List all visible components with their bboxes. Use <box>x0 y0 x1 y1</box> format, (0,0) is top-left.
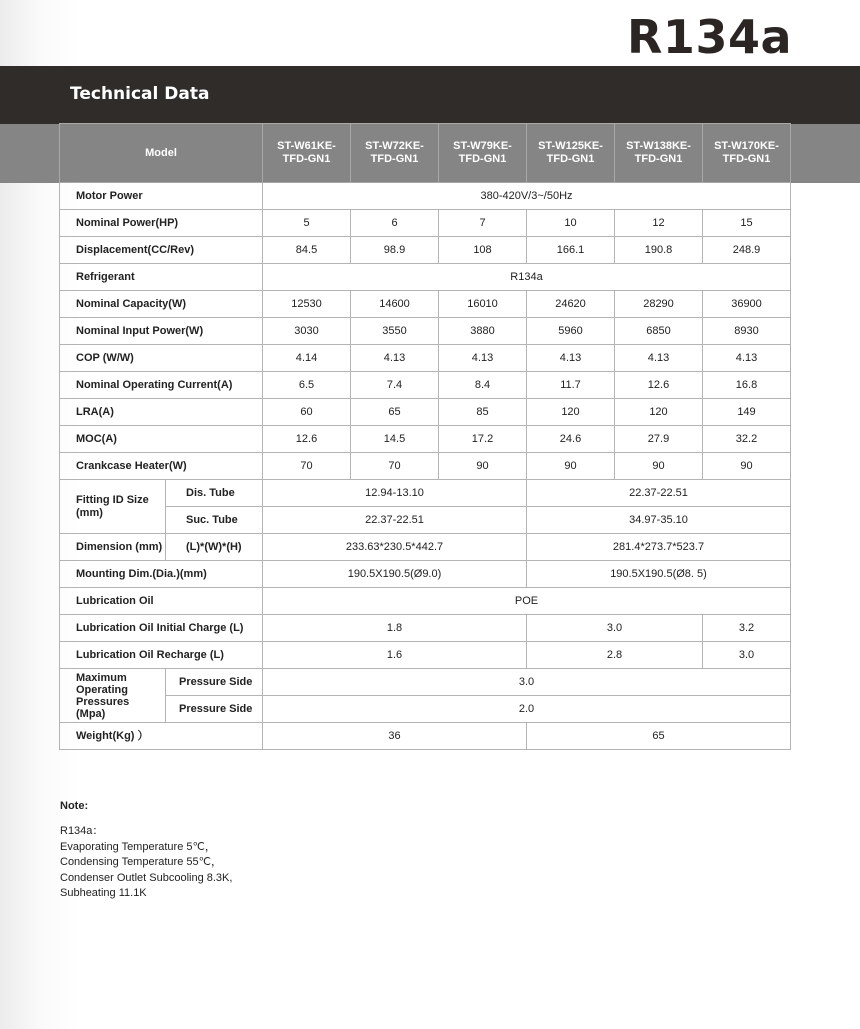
table-cell: 248.9 <box>703 237 791 264</box>
table-row <box>60 534 791 561</box>
table-row <box>60 237 791 264</box>
sub-label: Pressure Side <box>166 696 263 723</box>
note-line: Condenser Outlet Subcooling 8.3K, <box>60 871 233 884</box>
table-cell: 12530 <box>263 291 351 318</box>
table-row <box>60 480 791 507</box>
table-cell: 12 <box>615 210 703 237</box>
row-label: COP (W/W) <box>60 345 263 372</box>
table-cell: 85 <box>439 399 527 426</box>
table-cell: 24.6 <box>527 426 615 453</box>
table-row <box>60 615 791 642</box>
row-label: Lubrication Oil Initial Charge (L) <box>60 615 263 642</box>
section-title: Technical Data <box>70 84 210 104</box>
row-label: Nominal Power(HP) <box>60 210 263 237</box>
table-cell: 8930 <box>703 318 791 345</box>
table-cell: 6 <box>351 210 439 237</box>
table-header-row <box>60 124 791 183</box>
row-label: Mounting Dim.(Dia.)(mm) <box>60 561 263 588</box>
model-header-cell: ST-W138KE- TFD-GN1 <box>615 124 703 183</box>
table-cell: 6850 <box>615 318 703 345</box>
note-line: Condensing Temperature 55℃， <box>60 856 222 868</box>
table-row <box>60 264 791 291</box>
table-cell: 3030 <box>263 318 351 345</box>
table-cell: 12.6 <box>615 372 703 399</box>
table-cell: 12.94-13.10 <box>263 480 527 507</box>
table-cell: R134a <box>263 264 791 291</box>
table-cell: 65 <box>527 723 791 750</box>
table-cell: 120 <box>527 399 615 426</box>
row-label: Displacement(CC/Rev) <box>60 237 263 264</box>
table-cell: 190.5X190.5(Ø9.0) <box>263 561 527 588</box>
table-cell: 7 <box>439 210 527 237</box>
model-header-cell: ST-W79KE- TFD-GN1 <box>439 124 527 183</box>
table-row <box>60 561 791 588</box>
table-cell: 4.13 <box>615 345 703 372</box>
row-label: Crankcase Heater(W) <box>60 453 263 480</box>
row-label: Nominal Capacity(W) <box>60 291 263 318</box>
table-cell: 36 <box>263 723 527 750</box>
note-heading: Note: <box>60 800 89 812</box>
row-label: Refrigerant <box>60 264 263 291</box>
note-section <box>60 800 232 902</box>
table-row <box>60 642 791 669</box>
row-label: Fitting ID Size (mm) <box>60 480 166 534</box>
table-cell: 281.4*273.7*523.7 <box>527 534 791 561</box>
table-cell: 14.5 <box>351 426 439 453</box>
row-label: Nominal Input Power(W) <box>60 318 263 345</box>
table-cell: 166.1 <box>527 237 615 264</box>
table-cell: 27.9 <box>615 426 703 453</box>
note-line: R134a： <box>60 825 104 837</box>
model-header: Model <box>60 124 263 183</box>
row-label: Maximum Operating Pressures (Mpa) <box>60 669 166 723</box>
sub-label: Pressure Side <box>166 669 263 696</box>
row-label: Nominal Operating Current(A) <box>60 372 263 399</box>
table-row <box>60 723 791 750</box>
table-row <box>60 426 791 453</box>
table-cell: 5960 <box>527 318 615 345</box>
table-row <box>60 183 791 210</box>
table-cell: POE <box>263 588 791 615</box>
sub-label: (L)*(W)*(H) <box>166 534 263 561</box>
row-label: LRA(A) <box>60 399 263 426</box>
row-label: Dimension (mm) <box>60 534 166 561</box>
table-cell: 22.37-22.51 <box>263 507 527 534</box>
table-cell: 4.13 <box>703 345 791 372</box>
table-cell: 108 <box>439 237 527 264</box>
table-row <box>60 210 791 237</box>
table-row <box>60 291 791 318</box>
note-line: Subheating 11.1K <box>60 887 147 899</box>
table-cell: 4.14 <box>263 345 351 372</box>
model-header-cell: ST-W125KE- TFD-GN1 <box>527 124 615 183</box>
table-cell: 2.0 <box>263 696 791 723</box>
table-cell: 16010 <box>439 291 527 318</box>
table-cell: 5 <box>263 210 351 237</box>
table-cell: 60 <box>263 399 351 426</box>
table-cell: 90 <box>615 453 703 480</box>
table-cell: 6.5 <box>263 372 351 399</box>
table-cell: 36900 <box>703 291 791 318</box>
table-cell: 1.8 <box>263 615 527 642</box>
table-cell: 3550 <box>351 318 439 345</box>
table-cell: 4.13 <box>527 345 615 372</box>
table-cell: 12.6 <box>263 426 351 453</box>
table-cell: 190.8 <box>615 237 703 264</box>
table-cell: 1.6 <box>263 642 527 669</box>
row-label: Lubrication Oil Recharge (L) <box>60 642 263 669</box>
table-cell: 3.0 <box>703 642 791 669</box>
table-cell: 380-420V/3~/50Hz <box>263 183 791 210</box>
table-row <box>60 696 791 723</box>
table-cell: 84.5 <box>263 237 351 264</box>
table-cell: 16.8 <box>703 372 791 399</box>
row-label: Weight(Kg) ） <box>60 723 263 750</box>
table-cell: 3.0 <box>263 669 791 696</box>
table-cell: 149 <box>703 399 791 426</box>
table-cell: 32.2 <box>703 426 791 453</box>
sub-label: Suc. Tube <box>166 507 263 534</box>
table-cell: 120 <box>615 399 703 426</box>
table-cell: 70 <box>351 453 439 480</box>
table-row <box>60 453 791 480</box>
table-cell: 190.5X190.5(Ø8. 5) <box>527 561 791 588</box>
table-row <box>60 318 791 345</box>
table-cell: 3.2 <box>703 615 791 642</box>
table-cell: 4.13 <box>439 345 527 372</box>
table-cell: 233.63*230.5*442.7 <box>263 534 527 561</box>
model-header-cell: ST-W61KE- TFD-GN1 <box>263 124 351 183</box>
table-row <box>60 372 791 399</box>
table-cell: 90 <box>703 453 791 480</box>
sub-label: Dis. Tube <box>166 480 263 507</box>
table-cell: 22.37-22.51 <box>527 480 791 507</box>
table-row <box>60 399 791 426</box>
row-label: MOC(A) <box>60 426 263 453</box>
table-cell: 8.4 <box>439 372 527 399</box>
note-line: Evaporating Temperature 5℃， <box>60 840 216 853</box>
table-cell: 70 <box>263 453 351 480</box>
table-cell: 7.4 <box>351 372 439 399</box>
table-row <box>60 345 791 372</box>
table-cell: 17.2 <box>439 426 527 453</box>
table-cell: 24620 <box>527 291 615 318</box>
table-cell: 11.7 <box>527 372 615 399</box>
table-row <box>60 507 791 534</box>
model-header-cell: ST-W72KE- TFD-GN1 <box>351 124 439 183</box>
table-cell: 98.9 <box>351 237 439 264</box>
table-cell: 2.8 <box>527 642 703 669</box>
table-cell: 65 <box>351 399 439 426</box>
table-cell: 90 <box>439 453 527 480</box>
table-cell: 10 <box>527 210 615 237</box>
table-cell: 28290 <box>615 291 703 318</box>
model-header-cell: ST-W170KE- TFD-GN1 <box>703 124 791 183</box>
table-cell: 34.97-35.10 <box>527 507 791 534</box>
page-title: R134a <box>627 10 792 64</box>
technical-data-table <box>59 123 791 750</box>
table-cell: 14600 <box>351 291 439 318</box>
table-row <box>60 588 791 615</box>
table-cell: 3880 <box>439 318 527 345</box>
row-label: Lubrication Oil <box>60 588 263 615</box>
table-cell: 3.0 <box>527 615 703 642</box>
table-cell: 15 <box>703 210 791 237</box>
table-row <box>60 669 791 696</box>
table-cell: 4.13 <box>351 345 439 372</box>
table-cell: 90 <box>527 453 615 480</box>
row-label: Motor Power <box>60 183 263 210</box>
